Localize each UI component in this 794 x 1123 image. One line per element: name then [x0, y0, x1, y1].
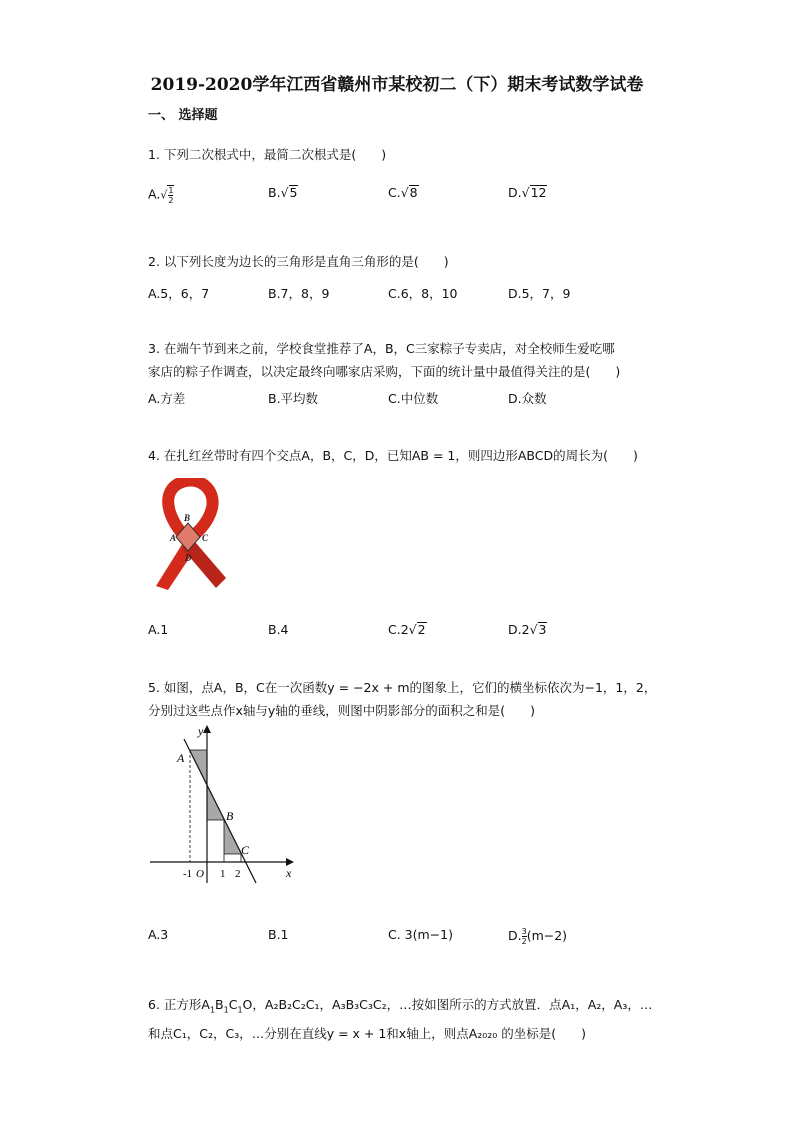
q3-option-d[interactable]: D.众数 — [508, 391, 547, 406]
label-point-a: A — [177, 751, 185, 765]
q4-option-d[interactable]: D.2√3 — [508, 622, 547, 637]
q1-option-c[interactable]: C.√8 — [388, 185, 418, 200]
question-1-stem: 1. 下列二次根式中，最简二次根式是( ) — [148, 147, 387, 162]
q2-option-b[interactable]: B.7，8，9 — [268, 286, 330, 301]
label-one: 1 — [220, 868, 226, 880]
question-6-line-2: 和点C₁，C₂，C₃，…分别在直线y = x + 1和x轴上，则点A₂₀₂₀ 的坐标是( ) — [148, 1025, 587, 1041]
red-ribbon-figure — [146, 478, 230, 594]
label-d: D — [185, 553, 192, 563]
question-5-line-1: 5. 如图，点A，B，C在一次函数y = −2x + m的图象上，它们的横坐标依次为−1，1，2， — [148, 680, 657, 695]
label-y: y — [198, 724, 204, 738]
x-axis-arrow-icon — [286, 858, 294, 866]
question-3-stem — [148, 337, 668, 383]
question-3-line-2: 家店的粽子作调查，以决定最终向哪家店采购，下面的统计量中最值得关注的是( ) — [148, 364, 621, 379]
q3-option-a[interactable]: A.方差 — [148, 391, 186, 406]
question-5-line-2: 分别过这些点作x轴与y轴的垂线，则图中阴影部分的面积之和是( ) — [148, 703, 536, 718]
q5-option-b[interactable]: B.1 — [268, 927, 289, 942]
q1-option-d[interactable]: D.√12 — [508, 185, 547, 200]
question-3-options — [148, 389, 648, 411]
question-2-stem: 2. 以下列长度为边长的三角形是直角三角形的是( ) — [148, 254, 449, 269]
y-axis-arrow-icon — [203, 725, 211, 733]
q4-option-a[interactable]: A.1 — [148, 622, 169, 637]
label-c: C — [202, 533, 209, 543]
q2-option-d[interactable]: D.5，7，9 — [508, 286, 571, 301]
label-point-b: B — [226, 809, 234, 823]
q4-option-b[interactable]: B.4 — [268, 622, 289, 637]
q1-option-a[interactable]: A.√ $\frac{1}{2}$ — [148, 186, 174, 205]
question-5-options — [148, 927, 648, 949]
label-b: B — [184, 513, 191, 523]
function-graph-figure — [146, 723, 298, 885]
q5-option-d[interactable]: D. $\frac{3}{2}$ (m−2) — [508, 927, 568, 946]
q1-option-b[interactable]: B.√5 — [268, 185, 298, 200]
question-6-line-1: 6. 正方形$A_1B_1C_1O$，A₂B₂C₂C₁，A₃B₃C₃C₂，…按如图所示的方式放置．点A₁，A₂，A₃，… — [148, 997, 653, 1015]
label-x: x — [286, 866, 292, 880]
q4-option-c[interactable]: C.2√2 — [388, 622, 426, 637]
label-two: 2 — [235, 868, 241, 880]
page-title: 2019-2020学年江西省赣州市某校初二（下）期末考试数学试卷 — [150, 75, 644, 95]
question-6-stem — [148, 993, 668, 1045]
q5-option-a[interactable]: A.3 — [148, 927, 169, 942]
section-heading: 一、 选择题 — [148, 108, 218, 123]
label-origin: O — [196, 868, 204, 880]
label-a: A — [170, 533, 177, 543]
question-3-line-1: 3. 在端午节到来之前，学校食堂推荐了A，B，C三家粽子专卖店，对全校师生爱吃哪 — [148, 341, 615, 356]
question-5-stem — [148, 676, 668, 722]
q2-option-c[interactable]: C.6，8，10 — [388, 286, 458, 301]
label-neg-one: -1 — [183, 868, 193, 880]
question-1-options — [148, 185, 648, 207]
q5-option-c[interactable]: C. 3(m−1) — [388, 927, 453, 942]
q2-option-a[interactable]: A.5，6，7 — [148, 286, 210, 301]
label-point-c: C — [241, 843, 250, 857]
question-4-options — [148, 622, 648, 644]
question-2-options — [148, 284, 648, 306]
q3-option-b[interactable]: B.平均数 — [268, 391, 319, 406]
question-4-stem: 4. 在扎红丝带时有四个交点A，B，C，D，已知AB = 1，则四边形ABCD的周长为( ) — [148, 448, 638, 463]
q3-option-c[interactable]: C.中位数 — [388, 391, 439, 406]
